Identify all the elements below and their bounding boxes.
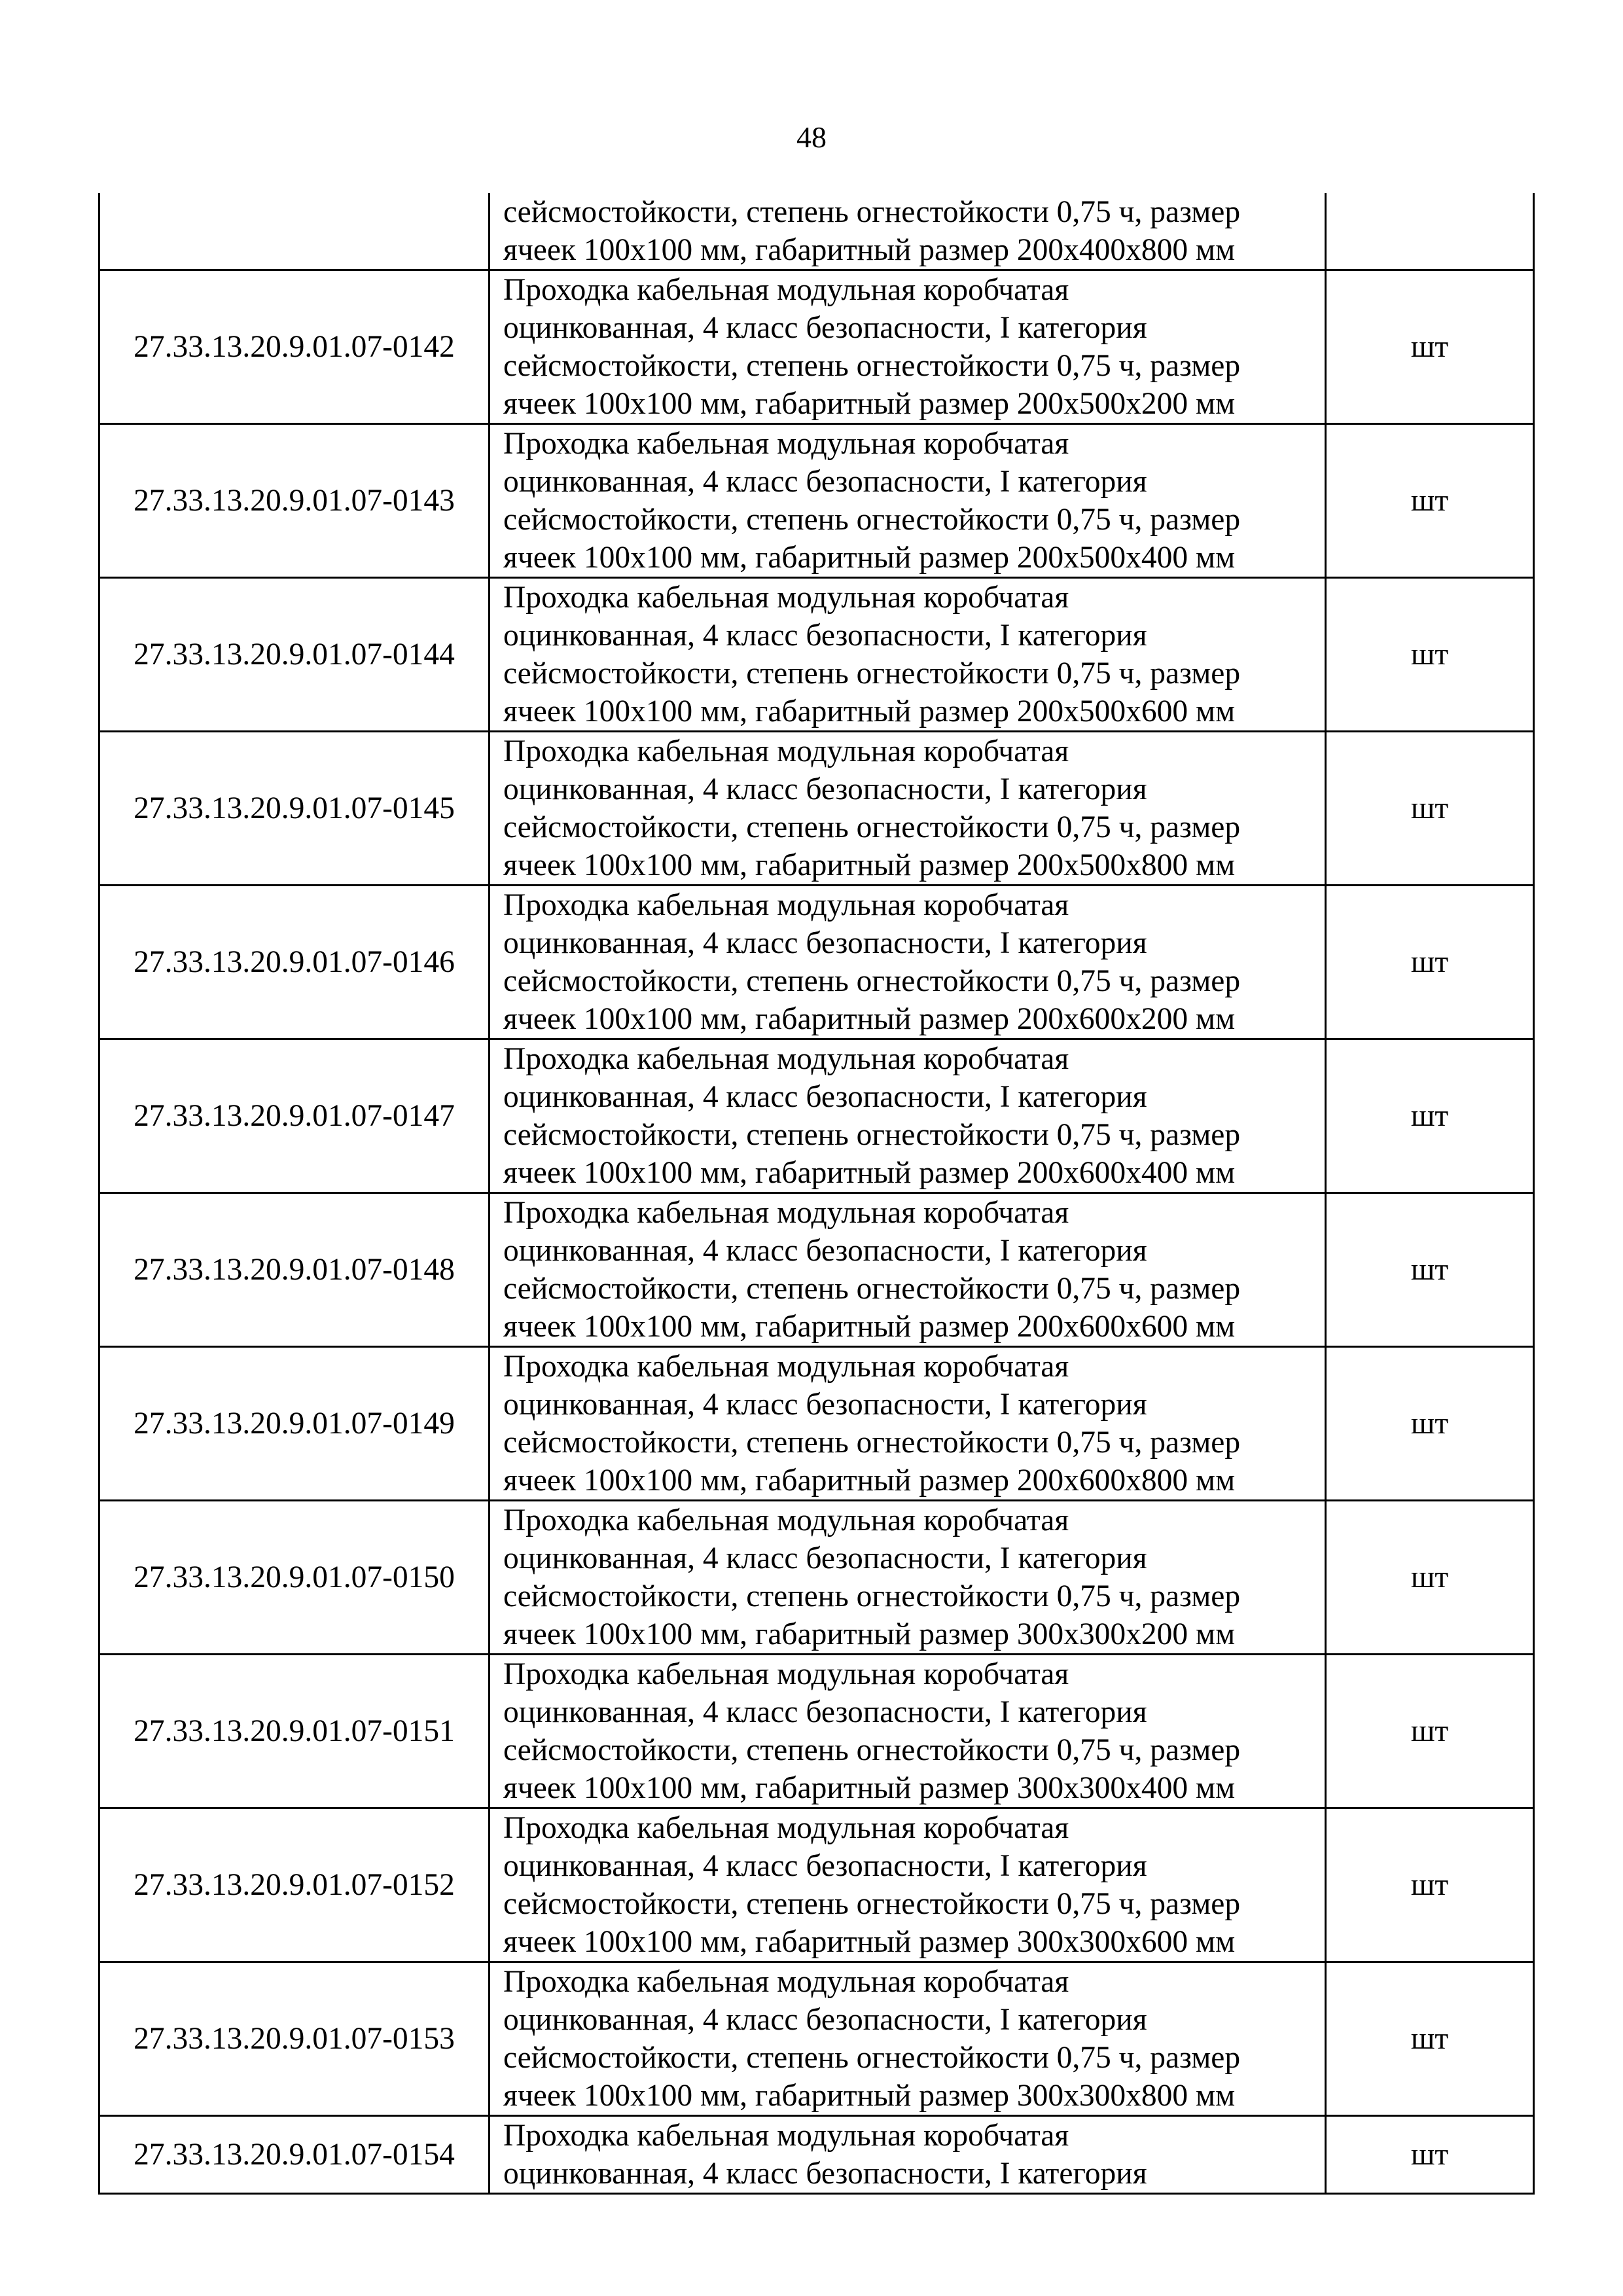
table-row (99, 2116, 1534, 2194)
resource-description: Проходка кабельная модульная коробчатая оцинкованная, 4 класс безопасности, I категория сейсмостойкости, степень огнестойкости 0,75 ч, размер ячеек 100х100 мм, габаритный размер 200х500х600 мм (490, 578, 1326, 732)
resource-description: Проходка кабельная модульная коробчатая оцинкованная, 4 класс безопасности, I категория сейсмостойкости, степень огнестойкости 0,75 ч, размер ячеек 100х100 мм, габаритный размер 300х300х800 мм (490, 1962, 1326, 2116)
table-row (99, 424, 1534, 578)
table-row (99, 1501, 1534, 1655)
table-row (99, 1039, 1534, 1193)
resource-description: Проходка кабельная модульная коробчатая оцинкованная, 4 класс безопасности, I категория (490, 2116, 1326, 2194)
table-row (99, 732, 1534, 886)
unit-of-measure: шт (1326, 1501, 1534, 1655)
table-row (99, 1347, 1534, 1501)
resource-code: 27.33.13.20.9.01.07-0149 (99, 1347, 490, 1501)
table-row (99, 578, 1534, 732)
unit-of-measure: шт (1326, 1193, 1534, 1347)
resource-code: 27.33.13.20.9.01.07-0145 (99, 732, 490, 886)
resource-description: Проходка кабельная модульная коробчатая оцинкованная, 4 класс безопасности, I категория сейсмостойкости, степень огнестойкости 0,75 ч, размер ячеек 100х100 мм, габаритный размер 200х600х800 мм (490, 1347, 1326, 1501)
unit-of-measure: шт (1326, 270, 1534, 424)
resource-code: 27.33.13.20.9.01.07-0151 (99, 1655, 490, 1808)
resource-code: 27.33.13.20.9.01.07-0148 (99, 1193, 490, 1347)
table-row (99, 886, 1534, 1039)
resource-description: Проходка кабельная модульная коробчатая оцинкованная, 4 класс безопасности, I категория сейсмостойкости, степень огнестойкости 0,75 ч, размер ячеек 100х100 мм, габаритный размер 200х500х200 мм (490, 270, 1326, 424)
unit-of-measure: шт (1326, 732, 1534, 886)
resource-code: 27.33.13.20.9.01.07-0142 (99, 270, 490, 424)
unit-of-measure: шт (1326, 424, 1534, 578)
unit-of-measure: шт (1326, 1962, 1534, 2116)
resource-description: Проходка кабельная модульная коробчатая оцинкованная, 4 класс безопасности, I категория сейсмостойкости, степень огнестойкости 0,75 ч, размер ячеек 100х100 мм, габаритный размер 200х600х400 мм (490, 1039, 1326, 1193)
resource-description: сейсмостойкости, степень огнестойкости 0,75 ч, размер ячеек 100х100 мм, габаритный размер 200х400х800 мм (490, 193, 1326, 270)
resource-code: 27.33.13.20.9.01.07-0146 (99, 886, 490, 1039)
page-number: 48 (796, 120, 827, 154)
table-row (99, 270, 1534, 424)
resource-description: Проходка кабельная модульная коробчатая оцинкованная, 4 класс безопасности, I категория сейсмостойкости, степень огнестойкости 0,75 ч, размер ячеек 100х100 мм, габаритный размер 300х300х400 мм (490, 1655, 1326, 1808)
unit-of-measure: шт (1326, 578, 1534, 732)
resource-description: Проходка кабельная модульная коробчатая оцинкованная, 4 класс безопасности, I категория сейсмостойкости, степень огнестойкости 0,75 ч, размер ячеек 100х100 мм, габаритный размер 200х600х600 мм (490, 1193, 1326, 1347)
unit-of-measure (1326, 193, 1534, 270)
unit-of-measure: шт (1326, 1039, 1534, 1193)
resource-description: Проходка кабельная модульная коробчатая оцинкованная, 4 класс безопасности, I категория сейсмостойкости, степень огнестойкости 0,75 ч, размер ячеек 100х100 мм, габаритный размер 200х600х200 мм (490, 886, 1326, 1039)
resource-code: 27.33.13.20.9.01.07-0150 (99, 1501, 490, 1655)
table-row (99, 193, 1534, 270)
resource-description: Проходка кабельная модульная коробчатая оцинкованная, 4 класс безопасности, I категория сейсмостойкости, степень огнестойкости 0,75 ч, размер ячеек 100х100 мм, габаритный размер 300х300х600 мм (490, 1808, 1326, 1962)
resource-code: 27.33.13.20.9.01.07-0143 (99, 424, 490, 578)
resource-code (99, 193, 490, 270)
unit-of-measure: шт (1326, 1655, 1534, 1808)
table-row (99, 1962, 1534, 2116)
unit-of-measure: шт (1326, 2116, 1534, 2194)
unit-of-measure: шт (1326, 1347, 1534, 1501)
nomenclature-table (98, 193, 1535, 2195)
resource-description: Проходка кабельная модульная коробчатая оцинкованная, 4 класс безопасности, I категория сейсмостойкости, степень огнестойкости 0,75 ч, размер ячеек 100х100 мм, габаритный размер 200х500х800 мм (490, 732, 1326, 886)
resource-code: 27.33.13.20.9.01.07-0153 (99, 1962, 490, 2116)
resource-code: 27.33.13.20.9.01.07-0147 (99, 1039, 490, 1193)
resource-code: 27.33.13.20.9.01.07-0154 (99, 2116, 490, 2194)
table-row (99, 1193, 1534, 1347)
resource-description: Проходка кабельная модульная коробчатая оцинкованная, 4 класс безопасности, I категория сейсмостойкости, степень огнестойкости 0,75 ч, размер ячеек 100х100 мм, габаритный размер 300х300х200 мм (490, 1501, 1326, 1655)
resource-code: 27.33.13.20.9.01.07-0144 (99, 578, 490, 732)
table-row (99, 1808, 1534, 1962)
table-row (99, 1655, 1534, 1808)
unit-of-measure: шт (1326, 886, 1534, 1039)
resource-code: 27.33.13.20.9.01.07-0152 (99, 1808, 490, 1962)
resource-description: Проходка кабельная модульная коробчатая оцинкованная, 4 класс безопасности, I категория сейсмостойкости, степень огнестойкости 0,75 ч, размер ячеек 100х100 мм, габаритный размер 200х500х400 мм (490, 424, 1326, 578)
unit-of-measure: шт (1326, 1808, 1534, 1962)
